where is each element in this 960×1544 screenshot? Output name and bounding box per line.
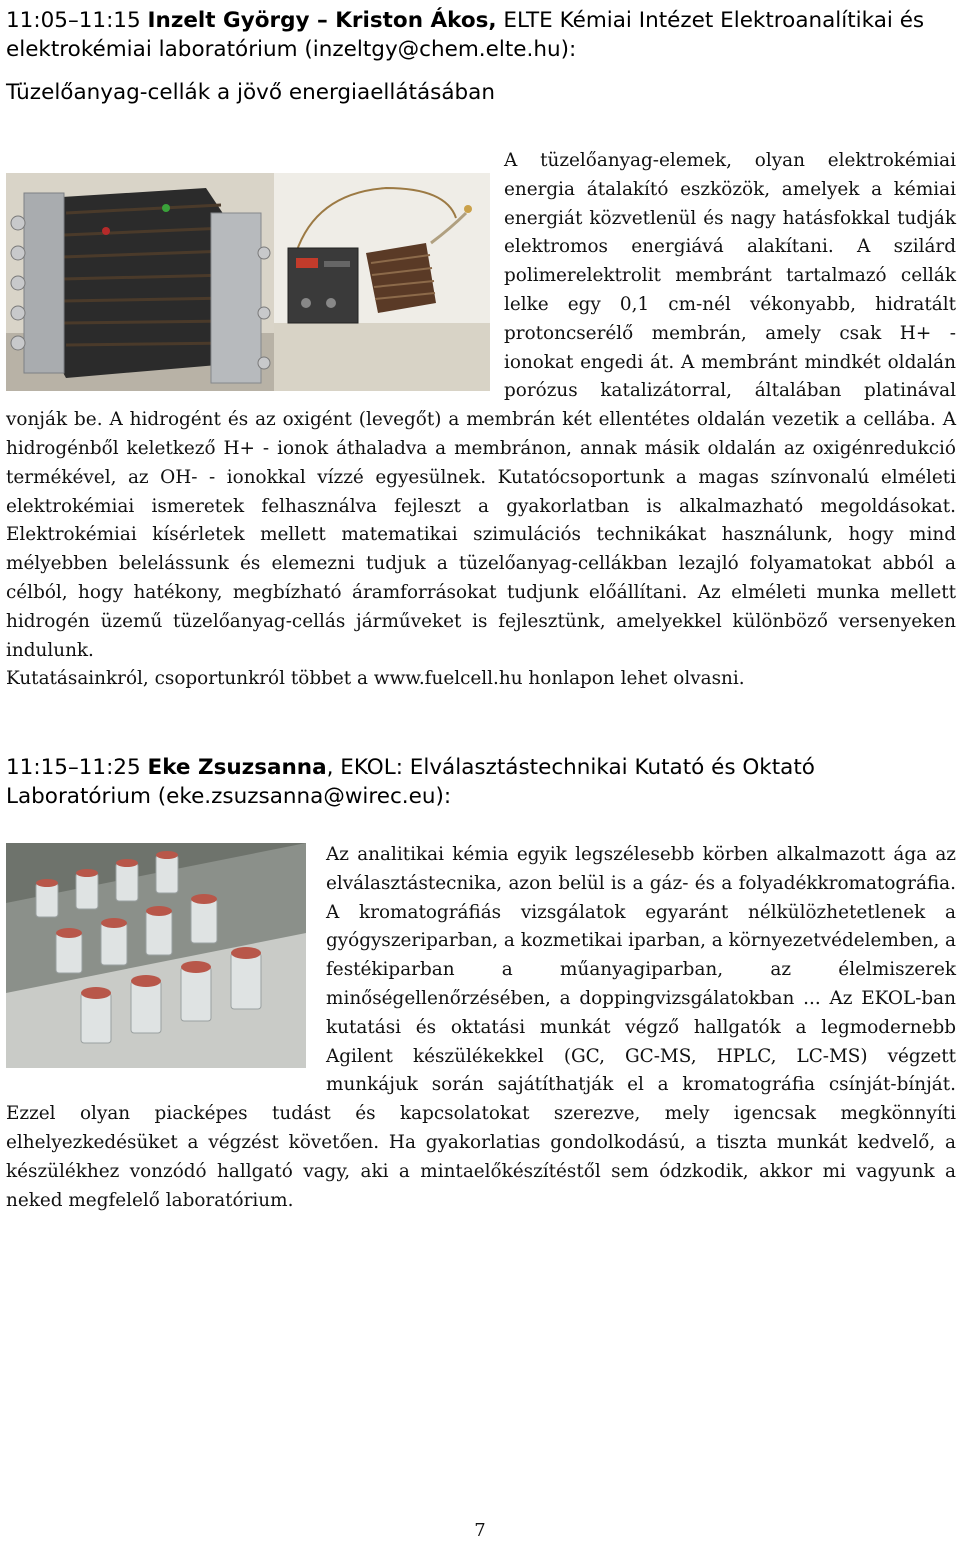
talk1-title: Tüzelőanyag-cellák a jövő energiaellátásában — [6, 80, 495, 105]
chromatography-vials-photo — [6, 843, 306, 1068]
talk1-paragraph: A tüzelőanyag-elemek, olyan elektrokémiai energia átalakító eszközök, amelyek a kémiai energiát közvetlenül és nagy hatásfokkal tudják elektromos energiává alakítani. A szilárd polimerelektrolit membránt tartalmazó cellák lelke egy 0,1 cm-nél vékonyabb, hidratált protoncserélő membrán, amely csak H+ - ionokat engedi át. A membránt mindkét oldalán porózus katalizátorral, általában platinával vonják be. A hidrogént és az oxigént (levegőt) a membrán két ellentétes oldalán vezetik a cellába. A hidrogénből keletkező H+ - ionok áthaladva a membránon, annak másik oldalán az oxigénredukció termékével, az OH- - ionokkal vízzé egyesülnek. Kutatócsoportunk a magas színvonalú elméleti elektrokémiai ismeretek felhasználva fejleszt a gyakorlatban is alkalmazható megoldásokat. Elektrokémiai kísérletek mellett matematikai szimulációs technikákat használunk, hogy mind mélyebben belelássunk és elemezni tudjuk a tüzelőanyag-cellákban lezajló folyamatokat abból a célból, hogy hatékony, megbízható áramforrásokat tudjunk előállítani. Az elméleti munka mellett hidrogén üzemű tüzelőanyag-cellás járműveket is fejlesztünk, amelyekkel különböző versenyeken indulunk. — [6, 150, 956, 661]
talk1-website-line: Kutatásainkról, csoportunkról többet a www.fuelcell.hu honlapon lehet olvasni. — [6, 668, 745, 690]
talk1-time: 11:05–11:15 — [6, 8, 141, 33]
page-number: 7 — [474, 1520, 486, 1541]
talk2-speaker: Eke Zsuzsanna — [147, 755, 327, 780]
talk2-header — [6, 753, 956, 811]
talk1-body — [6, 147, 956, 694]
fuel-cell-photo — [6, 173, 490, 391]
talk1-speakers: Inzelt György – Kriston Ákos, — [147, 8, 497, 33]
talk1-header — [6, 6, 956, 64]
talk2-time: 11:15–11:25 — [6, 755, 141, 780]
talk2-paragraph: Az analitikai kémia egyik legszélesebb körben alkalmazott ága az elválasztástecnika, azon belül is a gáz- és a folyadékkromatográfia. A kromatográfiás vizsgálatok egyaránt nélkülözhetetlenek a gyógyszeriparban, a kozmetikai iparban, a környezetvédelemben, a festékiparban a műanyagiparban, az élelmiszerek minőségellenőrzésében, a doppingvizsgálatokban ... Az EKOL-ban kutatási és oktatási munkát végző hallgatók a legmodernebb Agilent készülékekkel (GC, GC-MS, HPLC, LC-MS) végzett munkájuk során sajátíthatják el a kromatográfia csínját-bínját. Ezzel olyan piacképes tudást és kapcsolatokat szerezve, mely igencsak megkönnyíti elhelyezkedésüket a végzést követően. Ha gyakorlatias gondolkodású, a tiszta munkát kedvelő, a készülékhez vonzódó hallgató vagy, aki a mintaelőkészítéstől sem ódzkodik, akkor mi vagyunk a neked megfelelő laboratórium. — [6, 844, 956, 1211]
talk1-affiliation: ELTE Kémiai Intézet Elektroanalítikai és elektrokémiai laboratórium (inzeltgy@chem.elte.hu): — [6, 8, 925, 62]
talk2-affiliation: , EKOL: Elválasztástechnikai Kutató és Oktató Laboratórium (eke.zsuzsanna@wirec.eu): — [6, 755, 815, 809]
talk2-body — [6, 841, 956, 1215]
